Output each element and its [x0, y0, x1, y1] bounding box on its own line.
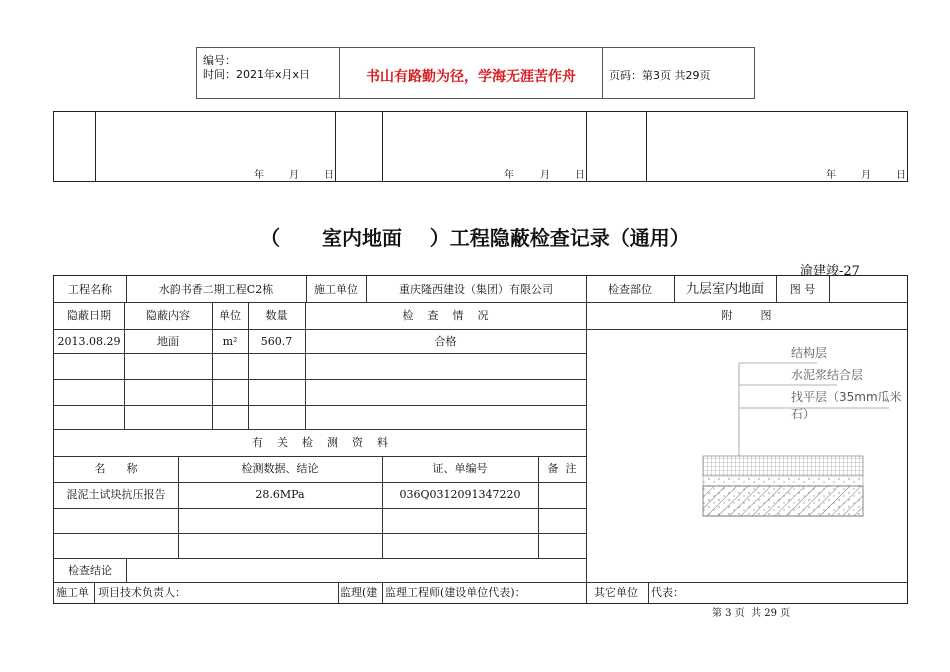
layer-label-structure: 结构层 — [791, 346, 828, 360]
row-line — [54, 379, 586, 380]
month-label: 月 — [540, 170, 550, 181]
row-line — [54, 508, 586, 509]
hide-date-label: 隐蔽日期 — [67, 309, 111, 322]
time-text: 时间：2021年x月x日 — [203, 68, 311, 81]
strip-divider — [382, 112, 383, 181]
strip-divider — [95, 112, 96, 181]
inspect-part-label: 检查部位 — [608, 283, 652, 296]
drawing-no-label: 图 号 — [789, 283, 816, 296]
quantity-label: 数量 — [265, 309, 288, 322]
header-info-cell — [197, 48, 340, 98]
col-line — [338, 582, 339, 603]
page-title: （ 室内地面 ）工程隐蔽检查记录（通用） — [260, 226, 690, 250]
project-name-label: 工程名称 — [68, 283, 112, 296]
tech-lead-label: 项目技术负责人： — [98, 586, 186, 599]
materials-label: 有 关 检 测 资 料 — [252, 436, 388, 449]
col-line — [648, 582, 649, 603]
unit-label: 单位 — [219, 309, 241, 322]
col-line — [829, 276, 830, 302]
inspect-part-value: 九层室内地面 — [685, 282, 764, 297]
col-line — [212, 302, 213, 429]
representative-label: 代表： — [651, 586, 684, 599]
row-line — [54, 482, 586, 483]
motto-text: 书山有路勤为径，学海无涯苦作舟 — [366, 69, 576, 85]
row-line — [54, 429, 586, 430]
row-line — [54, 558, 586, 559]
situation-label: 检 查 情 况 — [402, 309, 489, 322]
floor-section-figure — [587, 330, 907, 582]
year-label: 年 — [504, 170, 514, 181]
number-label: 编号： — [203, 54, 236, 67]
day-label: 日 — [896, 170, 906, 181]
col-line — [382, 582, 383, 603]
mat-data-header: 检测数据、结论 — [241, 462, 319, 475]
hide-content-label: 隐蔽内容 — [146, 309, 190, 322]
attachment-label: 附 图 — [721, 309, 772, 322]
row-line — [54, 302, 907, 303]
layer-label-bonding: 水泥浆结合层 — [791, 368, 864, 382]
page-header — [196, 47, 755, 99]
page-number-text: 页码：第3页 共29页 — [609, 69, 711, 82]
year-label: 年 — [826, 170, 836, 181]
col-line — [126, 558, 127, 582]
row-line — [54, 456, 586, 457]
project-name-value: 水韵书香二期工程C2栋 — [158, 283, 274, 296]
other-unit-label: 其它单位 — [594, 586, 638, 599]
document-code: 渝建竣-27 — [800, 264, 860, 279]
engineer-label: 监理工程师(建设单位代表)： — [385, 586, 526, 599]
previous-signature-strip — [53, 111, 908, 182]
inspection-table — [53, 275, 908, 604]
header-motto-cell — [340, 48, 603, 98]
mat-remark-header: 备 注 — [547, 462, 577, 475]
conclusion-label: 检查结论 — [68, 564, 112, 577]
constructor-value: 重庆隆西建设（集团）有限公司 — [399, 283, 553, 296]
col-line — [586, 582, 587, 603]
header-page-cell — [603, 48, 754, 98]
supervision-label: 监理(建 — [340, 586, 378, 599]
unit-value: m² — [222, 335, 238, 348]
strip-divider — [586, 112, 587, 181]
layer-label-leveling: 找平层（35mm瓜米石） — [791, 390, 902, 421]
hide-date-value: 2013.08.29 — [57, 335, 121, 348]
row-line — [54, 405, 586, 406]
situation-value: 合格 — [434, 335, 457, 348]
mat-cert-header: 证、单编号 — [432, 462, 488, 475]
row-line — [54, 582, 907, 583]
construction-unit-label: 施工单 — [56, 586, 89, 599]
col-line — [248, 302, 249, 429]
row-line — [54, 329, 586, 330]
hide-content-value: 地面 — [157, 335, 179, 348]
mat-cert-value: 036Q0312091347220 — [399, 488, 521, 501]
mat-data-value: 28.6MPa — [255, 488, 305, 501]
mat-name-header: 名 称 — [94, 462, 138, 475]
page-footer: 第 3 页 共 29 页 — [712, 608, 791, 619]
mat-name-value: 混泥土试块抗压报告 — [66, 488, 166, 501]
strip-divider — [335, 112, 336, 181]
col-line — [124, 302, 125, 429]
month-label: 月 — [861, 170, 871, 181]
month-label: 月 — [289, 170, 299, 181]
col-line — [305, 302, 306, 429]
day-label: 日 — [575, 170, 585, 181]
day-label: 日 — [324, 170, 334, 181]
row-line — [54, 533, 586, 534]
col-line — [94, 582, 95, 603]
strip-divider — [646, 112, 647, 181]
quantity-value: 560.7 — [260, 335, 293, 348]
year-label: 年 — [254, 170, 264, 181]
row-line — [54, 353, 586, 354]
constructor-label: 施工单位 — [314, 283, 358, 296]
